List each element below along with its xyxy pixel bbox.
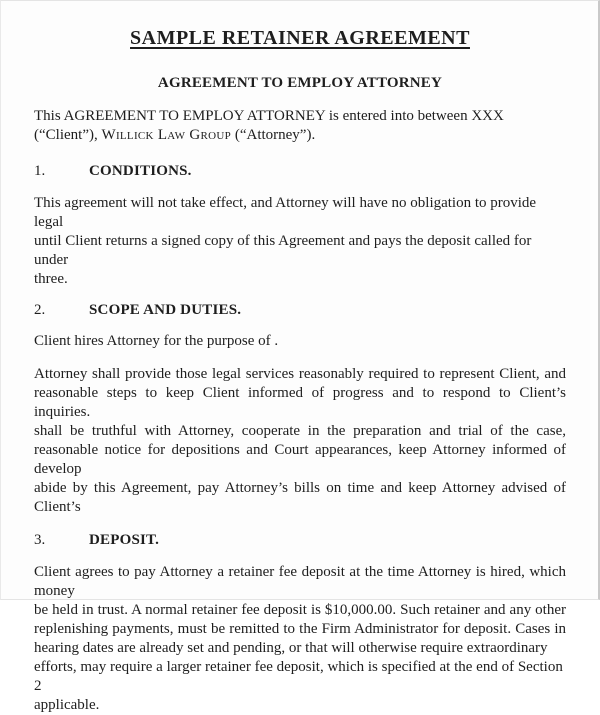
intro-paragraph <box>34 107 566 145</box>
section-3-number: 3. <box>34 532 46 548</box>
text-line: shall be truthful with Attorney, cooperate in the preparation and trial of the case, <box>34 423 566 439</box>
text-line: Attorney shall provide those legal services reasonably required to represent Client, and <box>34 366 566 382</box>
text-line: be held in trust. A normal retainer fee deposit is $10,000.00. Such retainer and any other <box>34 602 566 618</box>
section-2-title: SCOPE AND DUTIES. <box>89 302 242 318</box>
text-line: three. <box>34 271 68 287</box>
text-line: reasonable notice for depositions and Court appearances, keep Attorney informed of develop <box>34 442 566 477</box>
text-line: hearing dates are already set and pending, or that will otherwise require extraordinary <box>34 640 548 656</box>
section-2-paragraph-1 <box>34 332 566 351</box>
section-2-number: 2. <box>34 302 46 318</box>
section-3-heading <box>34 531 566 550</box>
text-line: until Client returns a signed copy of this Agreement and pays the deposit called for under <box>34 233 532 268</box>
text-line: replenishing payments, must be remitted to the Firm Administrator for deposit. Cases in <box>34 621 566 637</box>
section-1-heading <box>34 162 566 181</box>
section-3-paragraph <box>34 563 566 715</box>
section-2-heading <box>34 301 566 320</box>
intro-text-pre: This AGREEMENT TO EMPLOY ATTORNEY is entered into between XXX (“Client”), <box>34 108 504 143</box>
section-1-title: CONDITIONS. <box>89 163 192 179</box>
text-line: efforts, may require a larger retainer fee deposit, which is specified at the end of Section 2 <box>34 659 563 694</box>
text-line: applicable. <box>34 697 100 713</box>
text-line: This agreement will not take effect, and Attorney will have no obligation to provide legal <box>34 195 537 230</box>
section-1-number: 1. <box>34 163 46 179</box>
document-title: SAMPLE RETAINER AGREEMENT <box>130 27 470 49</box>
text-line: abide by this Agreement, pay Attorney’s bills on time and keep Attorney advised of Client’s <box>34 480 566 515</box>
intro-text-post: (“Attorney”). <box>231 127 316 143</box>
text-line: Client agrees to pay Attorney a retainer fee deposit at the time Attorney is hired, which money <box>34 564 566 599</box>
section-3-title: DEPOSIT. <box>89 532 160 548</box>
section-1-paragraph <box>34 194 566 289</box>
law-firm-name: Willick Law Group <box>101 127 232 143</box>
section-2-paragraph-2 <box>34 365 566 517</box>
document-subtitle: AGREEMENT TO EMPLOY ATTORNEY <box>157 75 443 91</box>
text-line: reasonable steps to keep Client informed of progress and to respond to Client’s inquiries. <box>34 385 566 420</box>
text-line: Client hires Attorney for the purpose of . <box>34 333 279 349</box>
